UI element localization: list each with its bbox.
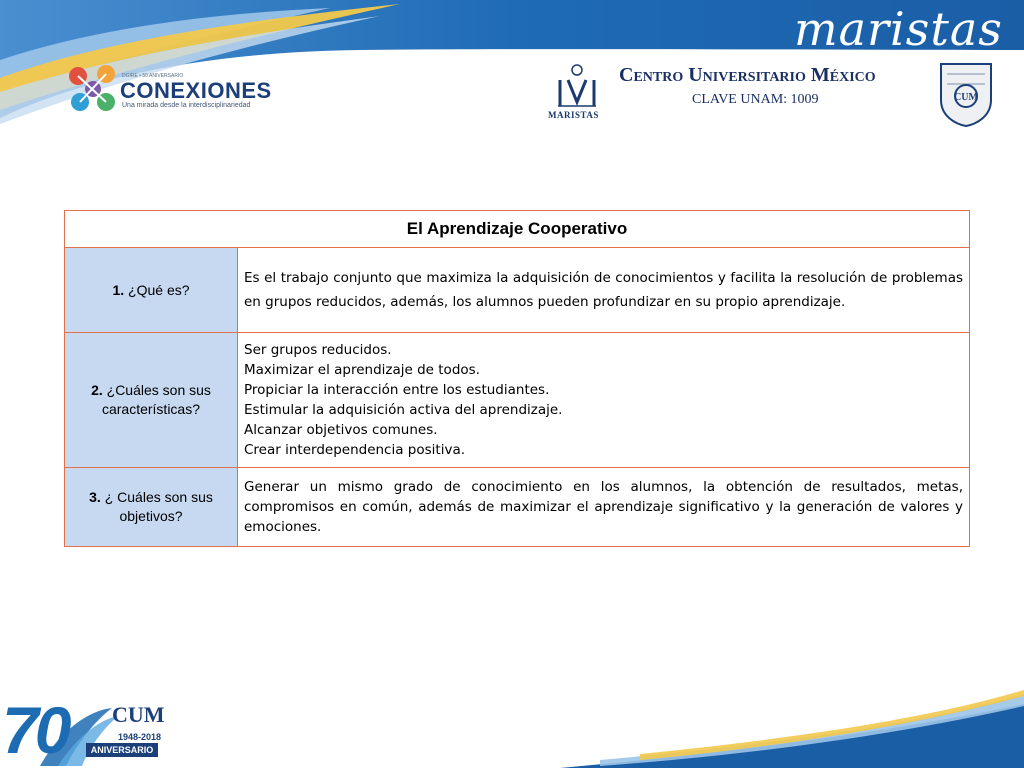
question-cell-1 bbox=[65, 248, 238, 333]
cum-mini-logo: CUM bbox=[112, 702, 165, 727]
seventy-numeral: 70 bbox=[2, 693, 68, 767]
anniversary-years: 1948-2018 bbox=[118, 732, 162, 742]
question-cell-3 bbox=[65, 468, 238, 547]
question-number: 1. bbox=[112, 281, 125, 298]
conexiones-logo bbox=[66, 62, 272, 122]
cooperative-learning-table bbox=[64, 210, 969, 547]
question-cell-2 bbox=[65, 333, 238, 468]
question-number: 3. bbox=[89, 489, 101, 505]
conexiones-superscript: DGIRE • 50 ANIVERSARIO bbox=[122, 73, 184, 79]
question-number: 2. bbox=[91, 382, 103, 398]
list-item: Estimular la adquisición activa del aprendizaje. bbox=[244, 402, 563, 418]
question-text: ¿ Cuáles son sus objetivos? bbox=[104, 489, 213, 524]
table-title: El Aprendizaje Cooperativo bbox=[65, 211, 970, 248]
maristas-crest-label: MARISTAS bbox=[548, 110, 599, 120]
answer-cell-3: Generar un mismo grado de conocimiento en los alumnos, la obtención de resultados, metas, compromisos en común, además de maximizar el aprendizaje significativo y la generación de valores y emociones. bbox=[238, 468, 970, 547]
conexiones-title: CONEXIONES bbox=[120, 78, 272, 103]
question-text: ¿Qué es? bbox=[128, 281, 190, 298]
question-text: ¿Cuáles son sus características? bbox=[101, 382, 211, 417]
list-item: Crear interdependencia positiva. bbox=[244, 442, 466, 458]
anniversary-badge: ANIVERSARIO bbox=[86, 743, 158, 757]
list-item: Maximizar el aprendizaje de todos. bbox=[244, 362, 480, 378]
conexiones-mark-icon bbox=[66, 62, 120, 116]
list-item: Ser grupos reducidos. bbox=[244, 342, 392, 358]
list-item: Alcanzar objetivos comunes. bbox=[244, 422, 438, 438]
cum-crest-icon bbox=[937, 60, 995, 128]
list-item: Propiciar la interacción entre los estudiantes. bbox=[244, 382, 550, 398]
maristas-script-logo: maristas bbox=[794, 2, 1003, 56]
svg-text:CUM: CUM bbox=[954, 92, 978, 103]
institution-title: Centro Universitario México bbox=[619, 64, 876, 86]
answer-cell-1: Es el trabajo conjunto que maximiza la adquisición de conocimientos y facilita la resolución de problemas en grupos reducidos, además, los alumnos pueden profundizar en su propio aprendizaje. bbox=[238, 248, 970, 333]
clave-unam: CLAVE UNAM: 1009 bbox=[692, 92, 819, 107]
answer-cell-2 bbox=[238, 333, 970, 468]
conexiones-subtitle: Una mirada desde la interdisciplinariedad bbox=[122, 102, 251, 109]
